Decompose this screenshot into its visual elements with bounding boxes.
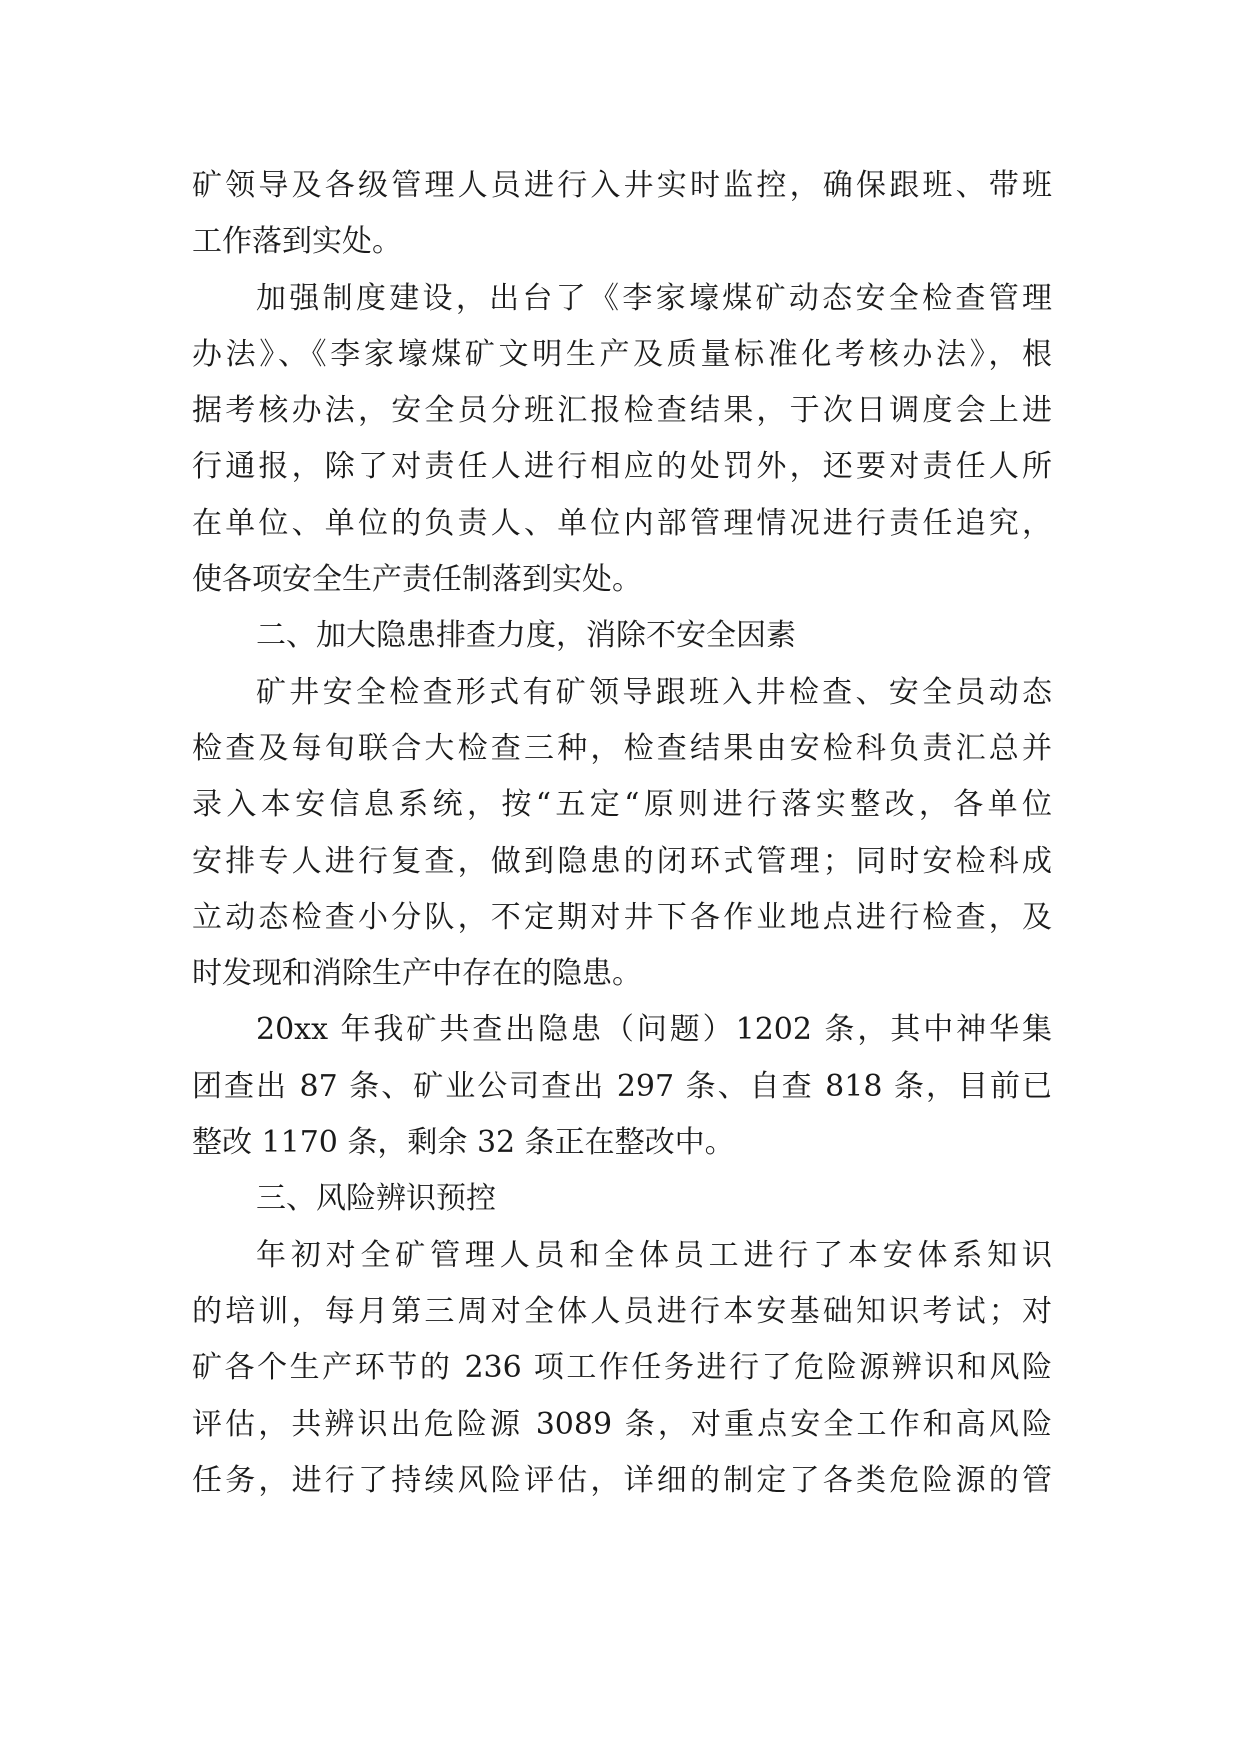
text-line: 安排专人进行复查，做到隐患的闭环式管理；同时安检科成 bbox=[192, 843, 1052, 879]
text-line: 据考核办法，安全员分班汇报检查结果，于次日调度会上进 bbox=[192, 393, 1052, 429]
body-text bbox=[192, 158, 1052, 1509]
text-line: 矿领导及各级管理人员进行入井实时监控，确保跟班、带班 bbox=[192, 168, 1052, 203]
text-line: 检查及每旬联合大检查三种，检查结果由安检科负责汇总并 bbox=[192, 730, 1052, 766]
text-line: 办法》、《李家壕煤矿文明生产及质量标准化考核办法》，根 bbox=[192, 336, 1052, 372]
paragraph-start: 加强制度建设，出台了《李家壕煤矿动态安全检查管理 bbox=[256, 280, 1052, 316]
section-heading: 三、风险辨识预控 bbox=[256, 1181, 496, 1217]
text-line: 工作落到实处。 bbox=[192, 224, 402, 260]
text-line: 整改 1170 条，剩余 32 条正在整改中。 bbox=[192, 1125, 735, 1161]
text-line: 使各项安全生产责任制落到实处。 bbox=[192, 562, 642, 598]
text-line: 矿各个生产环节的 236 项工作任务进行了危险源辨识和风险 bbox=[192, 1350, 1052, 1386]
text-line: 行通报，除了对责任人进行相应的处罚外，还要对责任人所 bbox=[192, 449, 1052, 485]
text-line: 团查出 87 条、矿业公司查出 297 条、自查 818 条，目前已 bbox=[192, 1068, 1052, 1104]
text-line: 任务，进行了持续风险评估，详细的制定了各类危险源的管 bbox=[192, 1462, 1052, 1498]
text-line: 录入本安信息系统，按“五定“原则进行落实整改，各单位 bbox=[192, 787, 1052, 823]
text-line: 在单位、单位的负责人、单位内部管理情况进行责任追究， bbox=[192, 505, 1052, 541]
paragraph-start: 20xx 年我矿共查出隐患（问题）1202 条，其中神华集 bbox=[256, 1012, 1052, 1048]
text-line: 立动态检查小分队，不定期对井下各作业地点进行检查，及 bbox=[192, 899, 1052, 935]
paragraph-start: 矿井安全检查形式有矿领导跟班入井检查、安全员动态 bbox=[256, 674, 1052, 710]
text-line: 评估，共辨识出危险源 3089 条，对重点安全工作和高风险 bbox=[192, 1406, 1052, 1442]
paragraph-start: 年初对全矿管理人员和全体员工进行了本安体系知识 bbox=[256, 1237, 1052, 1273]
text-line: 的培训，每月第三周对全体人员进行本安基础知识考试；对 bbox=[192, 1293, 1052, 1329]
text-line: 时发现和消除生产中存在的隐患。 bbox=[192, 956, 642, 992]
section-heading: 二、加大隐患排查力度，消除不安全因素 bbox=[256, 618, 796, 654]
